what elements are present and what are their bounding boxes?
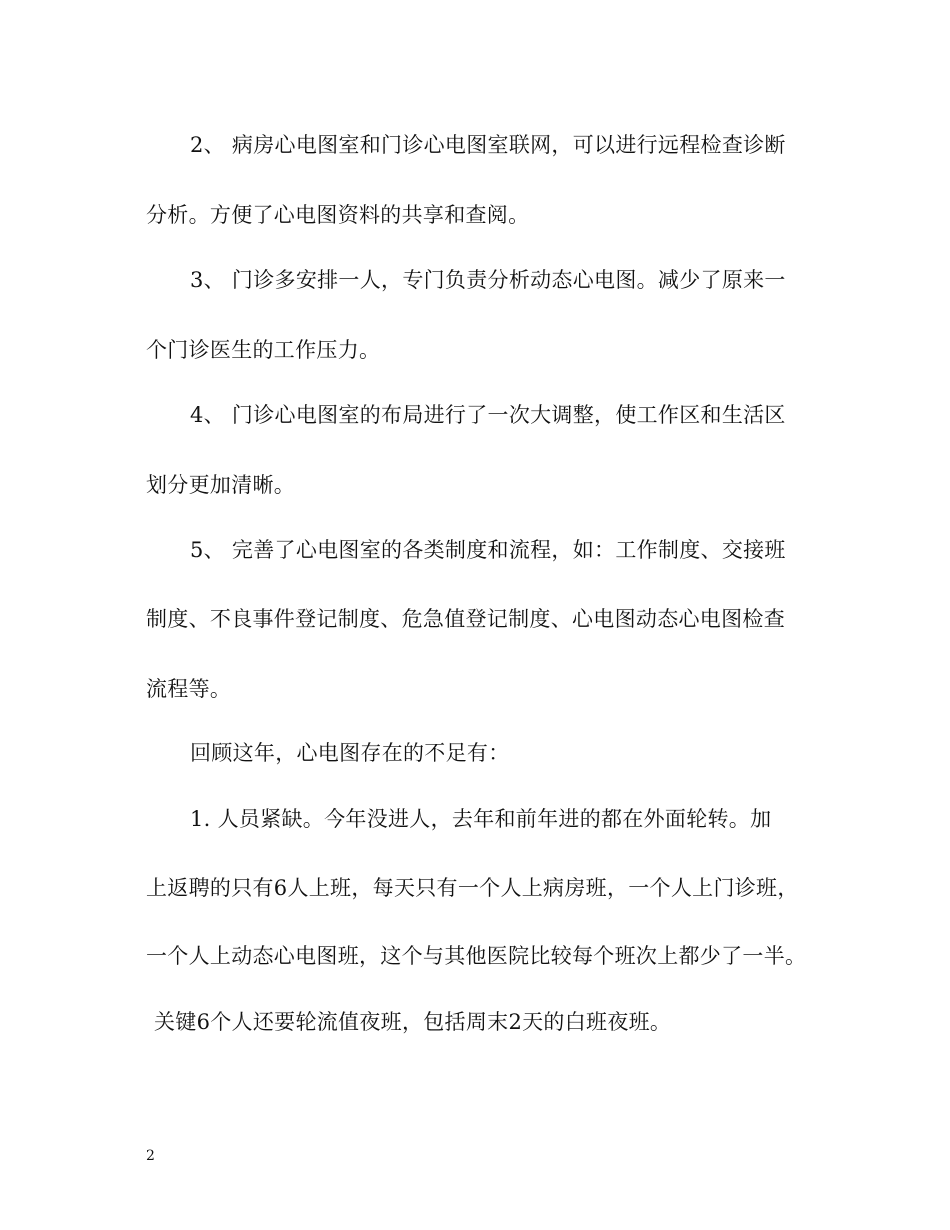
paragraph-line: 制度、不良事件登记制度、危急值登记制度、心电图动态心电图检查 — [146, 607, 785, 631]
paragraph-line: 4、 门诊心电图室的布局进行了一次大调整，使工作区和生活区 — [190, 403, 786, 427]
paragraph-line: 关键6个人还要轮流值夜班，包括周末2天的白班夜班。 — [154, 1010, 672, 1034]
page-number: 2 — [146, 1148, 155, 1164]
paragraph-line: 个门诊医生的工作压力。 — [146, 338, 381, 362]
paragraph-line: 回顾这年，心电图存在的不足有： — [190, 741, 510, 765]
paragraph-line: 流程等。 — [146, 677, 232, 701]
paragraph-line: 5、 完善了心电图室的各类制度和流程，如：工作制度、交接班 — [190, 538, 786, 562]
paragraph-line: 一个人上动态心电图班，这个与其他医院比较每个班次上都少了一半。 — [146, 944, 807, 968]
paragraph-line: 3、 门诊多安排一人，专门负责分析动态心电图。减少了原来一 — [190, 268, 786, 292]
paragraph-line: 2、 病房心电图室和门诊心电图室联网，可以进行远程检查诊断 — [190, 133, 786, 157]
paragraph-line: 划分更加清晰。 — [146, 473, 296, 497]
paragraph-line: 分析。方便了心电图资料的共享和查阅。 — [146, 203, 530, 227]
paragraph-line: 上返聘的只有6人上班，每天只有一个人上病房班，一个人上门诊班， — [146, 876, 799, 900]
paragraph-line: 1. 人员紧缺。今年没进人，去年和前年进的都在外面轮转。加 — [190, 807, 772, 831]
